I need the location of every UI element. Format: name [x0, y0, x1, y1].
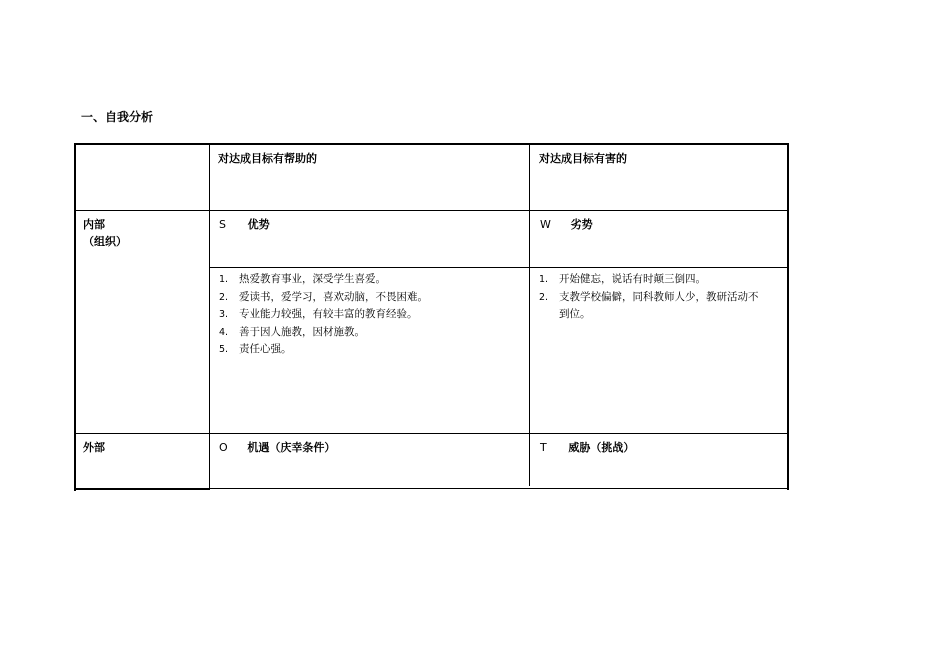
weaknesses-heading [540, 216, 593, 233]
opportunities-heading [219, 439, 335, 456]
row-divider-2 [209, 267, 788, 268]
list-item: 5. 责任心强。 [219, 343, 292, 355]
list-item: 2. 爱读书，爱学习，喜欢动脑，不畏困难。 [219, 290, 428, 303]
row-divider-1 [75, 210, 788, 211]
strengths-letter: S [219, 218, 226, 231]
header-helpful: 对达成目标有帮助的 [218, 152, 317, 165]
row-divider-3 [75, 433, 788, 434]
internal-label-line1: 内部 [83, 218, 105, 231]
weaknesses-letter: W [540, 218, 551, 231]
threats-letter: T [540, 441, 547, 454]
opportunities-letter: O [219, 441, 228, 454]
strengths-list [219, 271, 524, 359]
table-border-left [74, 143, 76, 491]
column-divider-1 [209, 144, 210, 490]
list-item: 2. 支教学校偏僻，同科教师人少，教研活动不 到位。 [539, 290, 759, 320]
external-label: 外部 [83, 441, 105, 454]
column-divider-2 [529, 144, 530, 486]
section-title: 一、自我分析 [81, 110, 154, 124]
strengths-title: 优势 [247, 218, 270, 231]
list-item: 4. 善于因人施教，因材施教。 [219, 325, 365, 338]
weaknesses-title: 劣势 [570, 218, 593, 231]
table-border-right [787, 143, 789, 490]
internal-label [83, 216, 127, 250]
table-border-top [74, 143, 789, 145]
header-harmful: 对达成目标有害的 [539, 152, 627, 165]
threats-title: 威胁（挑战） [568, 441, 635, 454]
strengths-heading [219, 216, 270, 233]
list-item: 1. 开始健忘，说话有时颠三倒四。 [539, 273, 706, 285]
table-border-bottom-left [74, 488, 210, 490]
list-item: 1. 热爱教育事业，深受学生喜爱。 [219, 273, 386, 285]
table-border-bottom [209, 488, 789, 489]
list-item: 3. 专业能力较强，有较丰富的教育经验。 [219, 308, 418, 320]
weaknesses-list [539, 271, 785, 324]
opportunities-title: 机遇（庆幸条件） [247, 441, 336, 454]
threats-heading [540, 439, 634, 456]
internal-label-line2: （组织） [83, 235, 127, 248]
